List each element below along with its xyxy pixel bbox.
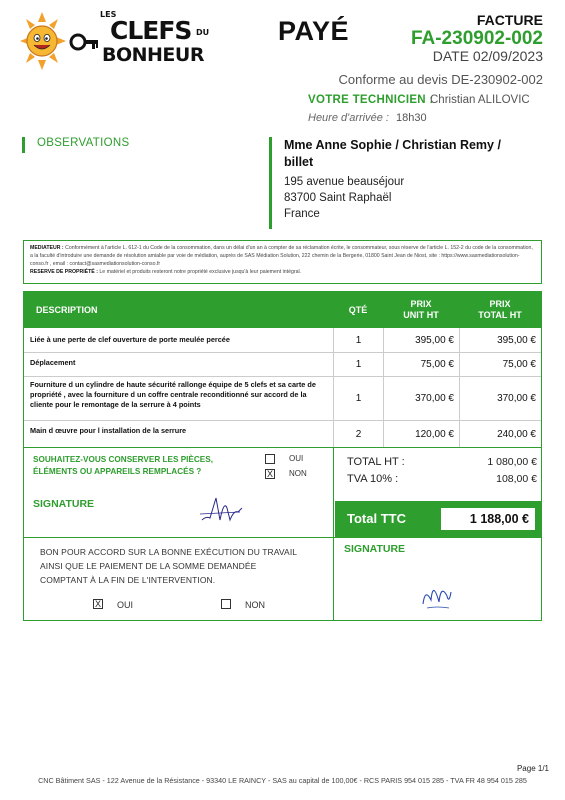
- total-ttc-value: 1 188,00 €: [441, 508, 535, 530]
- approval-no-label: NON: [245, 600, 265, 610]
- client-address2: 83700 Saint Raphaël: [284, 192, 392, 204]
- table-row-description: Liée à une perte de clef ouverture de porte meulée percée: [30, 335, 230, 344]
- devis-reference: Conforme au devis DE-230902-002: [338, 72, 543, 87]
- signature-label-technician: SIGNATURE: [33, 498, 95, 510]
- table-row-total: 240,00 €: [497, 429, 536, 440]
- keep-parts-yes-checkbox[interactable]: [265, 454, 275, 464]
- table-row-total: 75,00 €: [502, 359, 536, 370]
- table-row-qty: 1: [355, 393, 362, 404]
- invoice-date: DATE 02/09/2023: [432, 48, 543, 64]
- approval-yes-label: OUI: [117, 600, 134, 610]
- col-total-l1: PRIX: [489, 299, 511, 309]
- table-row-unit: 75,00 €: [420, 359, 454, 370]
- logo-bonheur: BONHEUR: [102, 44, 204, 66]
- table-row-total: 395,00 €: [497, 335, 536, 346]
- logo-du: DU: [196, 28, 210, 37]
- table-row-unit: 370,00 €: [415, 393, 454, 404]
- logo-les: LES: [100, 10, 117, 19]
- table-row-qty: 1: [355, 335, 362, 346]
- table-header: [24, 292, 541, 328]
- total-ttc-bar: [335, 501, 541, 537]
- keep-parts-question: SOUHAITEZ-VOUS CONSERVER LES PIÈCES, ÉLÉMENTS OU APPAREILS REMPLACÉS ?: [33, 455, 214, 476]
- total-ht-label: TOTAL HT :: [347, 456, 405, 468]
- arrival-time: 18h30: [396, 112, 427, 124]
- mediateur-label: MEDIATEUR :: [30, 245, 64, 251]
- client-country: France: [284, 208, 320, 220]
- col-qty: QTÉ: [348, 304, 368, 315]
- table-row-qty: 2: [355, 429, 362, 440]
- col-unit-price: [384, 292, 458, 328]
- invoice-table: [23, 291, 542, 621]
- keep-parts-no-label: NON: [289, 469, 307, 478]
- table-row-total: 370,00 €: [497, 393, 536, 404]
- table-row-unit: 120,00 €: [415, 429, 454, 440]
- client-name-line2: billet: [284, 155, 314, 169]
- tva-label: TVA 10% :: [347, 473, 399, 485]
- client-address1: 195 avenue beauséjour: [284, 176, 405, 188]
- table-row-qty: 1: [355, 359, 362, 370]
- payment-status: PAYÉ: [278, 16, 350, 46]
- company-logo: [20, 10, 220, 72]
- table-row-unit: 395,00 €: [415, 335, 454, 346]
- client-signature-icon: [417, 570, 457, 614]
- col-unit-l1: PRIX: [410, 299, 432, 309]
- observations-label: OBSERVATIONS: [22, 137, 129, 153]
- technician-signature-icon: [196, 490, 246, 530]
- client-name-line1: Mme Anne Sophie / Christian Remy /: [284, 138, 501, 152]
- technician-label: VOTRE TECHNICIEN :: [308, 94, 434, 106]
- total-ttc-label: Total TTC: [347, 511, 406, 526]
- tva-value: 108,00 €: [496, 473, 537, 485]
- approval-text: BON POUR ACCORD SUR LA BONNE EXÉCUTION DU TRAVAIL AINSI QUE LE PAIEMENT DE LA SOMME DEMANDÉE COMPTANT À LA FIN DE L'INTERVENTION.: [40, 547, 297, 585]
- total-ht-value: 1 080,00 €: [487, 456, 537, 468]
- keep-parts-no-checkbox[interactable]: X: [266, 469, 273, 479]
- arrival-label: Heure d'arrivée :: [308, 112, 389, 124]
- client-address-block: [269, 137, 549, 229]
- mediateur-notice: [23, 240, 542, 284]
- table-row-description: Main d œuvre pour l installation de la serrure: [30, 426, 187, 435]
- reserve-text: Le matériel et produits resteront notre propriété exclusive jusqu'à leur paiement intégral.: [99, 269, 302, 275]
- logo-clefs: CLEFS: [110, 16, 192, 45]
- table-row-description: Fourniture d un cylindre de haute sécurité rallonge équipe de 5 clefs et sa carte de propriété , avec la fourniture d un coffre centrale reconditionné sur accord de la cliente pour le remontage de la serrure à 4 points: [30, 380, 316, 409]
- approval-yes-checkbox[interactable]: X: [94, 599, 101, 609]
- col-total-price: [460, 292, 540, 328]
- col-unit-l2: UNIT HT: [403, 310, 439, 320]
- table-row-description: Déplacement: [30, 358, 76, 367]
- technician-name: Christian ALILOVIC: [430, 94, 530, 106]
- keep-parts-yes-label: OUI: [289, 454, 304, 463]
- signature-label-client: SIGNATURE: [344, 543, 406, 555]
- document-type: FACTURE: [476, 12, 543, 28]
- page-number: Page 1/1: [516, 764, 549, 773]
- col-description: DESCRIPTION: [36, 304, 98, 315]
- company-footer: CNC Bâtiment SAS - 122 Avenue de la Résistance - 93340 LE RAINCY - SAS au capital de 100,00€ - RCS PARIS 954 015 285 - TVA FR 48 954 015 285: [38, 776, 527, 785]
- col-total-l2: TOTAL HT: [478, 310, 522, 320]
- approval-no-checkbox[interactable]: [221, 599, 231, 609]
- invoice-number: FA-230902-002: [410, 28, 543, 49]
- reserve-label: RESERVE DE PROPRIÉTÉ :: [30, 269, 98, 275]
- mediateur-text: Conformément à l'article L. 612-1 du Code de la consommation, dans un délai d'un an à compter de sa réclamation écrite, le consommateur, sous réserve de l'article L. 152-2 du code de la consommation, a la faculté d'introduire une demande de résolution amiable par voie de médiation, auprès de SAS Médiation Solution, 222 chemin de la Bergerie, 01800 Saint Jean de Niost, site : https://www.sasmediationsolution-conso.fr , email : contact@sasmediationsolution-conso.fr: [30, 245, 533, 267]
